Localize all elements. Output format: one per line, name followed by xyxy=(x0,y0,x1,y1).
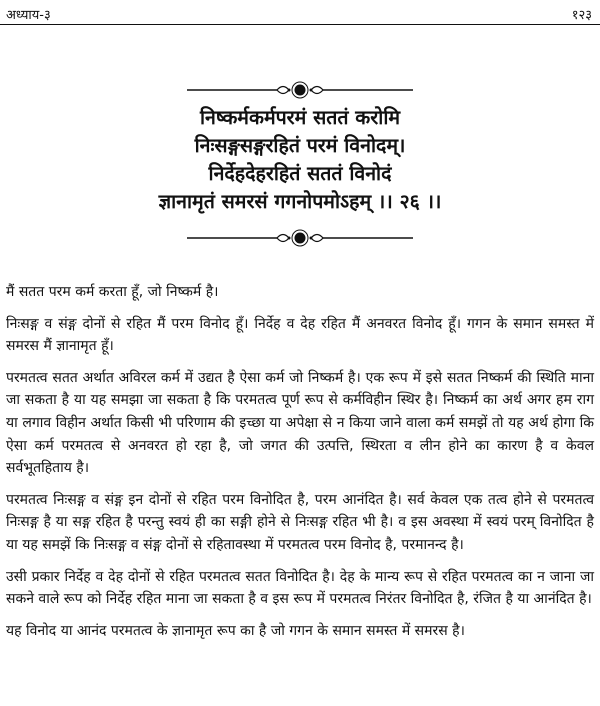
verse-line-3: निर्देहदेहरहितं सततं विनोदं xyxy=(208,162,392,185)
paragraph-1: मैं सतत परम कर्म करता हूँ, जो निष्कर्म है। xyxy=(6,284,219,300)
ornament-top-icon xyxy=(185,80,415,100)
commentary-body xyxy=(6,281,594,651)
paragraph-4: परमतत्व निःसङ्ग व संङ्ग इन दोनों से रहित परम विनोदित है, परम आनंदित है। सर्व केवल एक तत्व होने से परमतत्व निःसङ्ग है या सङ्ग रहित है परन्तु स्वयं ही का सङ्गी होने से निःसङ्ग रहित भी है। व इस अवस्था में स्वयं परम् विनोदित है या यह समझें कि निःसङ्ग व संङ्ग दोनों से रहितावस्था में परमतत्व परम विनोद है, परमानन्द है। xyxy=(6,491,594,553)
ornament-bottom-icon xyxy=(185,228,415,248)
verse-line-1: निष्कर्मकर्मपरमं सततं करोमि xyxy=(199,106,401,129)
paragraph-2: निःसङ्ग व संङ्ग दोनों से रहित मैं परम विनोद हूँ। निर्देह व देह रहित मैं अनवरत विनोद हूँ। गगन के समान समस्त में समरस मैं ज्ञानामृत हूँ। xyxy=(6,315,594,355)
page-header xyxy=(0,5,600,25)
paragraph-5: उसी प्रकार निर्देह व देह दोनों से रहित परमतत्व सतत विनोदित है। देह के मान्य रूप से रहित परमतत्व का न जाना जा सकने वाले रूप को निर्देह रहित माना जा सकता है व इस रूप में परमतत्व निरंतर विनोदित है, रंजित है या आनंदित है। xyxy=(6,568,594,608)
paragraph-3: परमतत्व सतत अर्थात अविरल कर्म में उद्यत है ऐसा कर्म जो निष्कर्म है। एक रूप में इसे सतत निष्कर्म की स्थिति माना जा सकता है या यह समझा जा सकता है कि परमतत्व पूर्ण रूप से कर्मविहीन स्थिर है। निष्कर्म का अर्थ अगर हम राग या लगाव विहीन अर्थात किसी भी परिणाम की इच्छा या अपेक्षा से न किया जाने वाला कर्म समझें तो यह अर्थ होगा कि ऐसा कर्म परमतत्व से अनवरत हो रहा है, जो जगत की उत्पत्ति, स्थिरता व लीन होने का कारण है व केवल सर्वभूतहिताय है। xyxy=(6,369,594,477)
page-number: १२३ xyxy=(571,8,592,23)
chapter-label: अध्याय-३ xyxy=(6,8,51,23)
header-rule xyxy=(0,24,600,25)
paragraph-6: यह विनोद या आनंद परमतत्व के ज्ञानामृत रूप का है जो गगन के समान समस्त में समरस है। xyxy=(6,622,465,639)
sanskrit-verse xyxy=(0,104,600,216)
verse-line-2: निःसङ्गसङ्गरहितं परमं विनोदम्। xyxy=(194,134,406,157)
verse-line-4: ज्ञानामृतं समरसं गगनोपमोऽहम् ।। २६ ।। xyxy=(158,190,442,213)
